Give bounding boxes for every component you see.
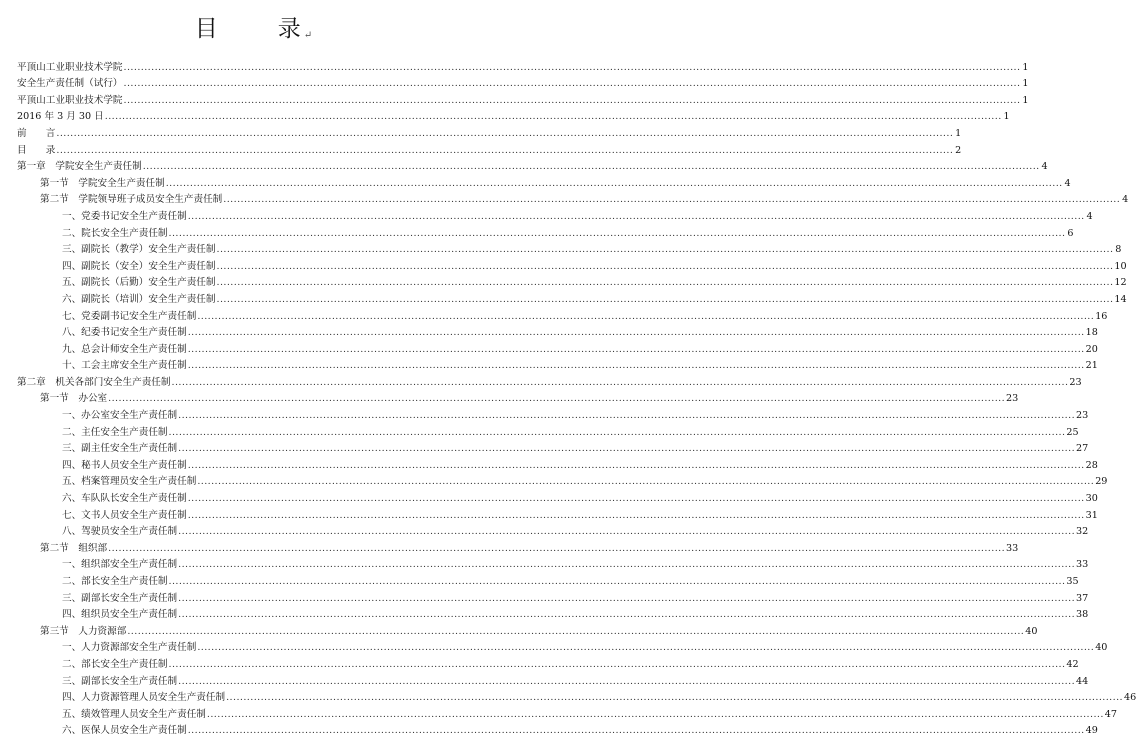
toc-leader-dots: .................................................................................................................................................................................................................................................................... <box>178 410 1076 422</box>
toc-entry-page: 32 <box>1076 526 1089 538</box>
toc-entry-label: 八、纪委书记安全生产责任制 <box>62 327 187 339</box>
toc-entry-page: 4 <box>1086 210 1093 222</box>
toc-leader-dots: .................................................................................................................................................................................................................................................................... <box>123 94 1021 106</box>
toc-leader-dots: .................................................................................................................................................................................................................................................................... <box>197 642 1095 654</box>
toc-entry-page: 38 <box>1076 609 1089 621</box>
toc-entry[interactable] <box>17 355 1098 372</box>
toc-leader-dots: .................................................................................................................................................................................................................................................................... <box>187 459 1085 471</box>
toc-entry-page: 28 <box>1085 459 1098 471</box>
toc-entry-page: 44 <box>1076 675 1089 687</box>
toc-entry-label: 二、院长安全生产责任制 <box>62 227 168 239</box>
toc-leader-dots: .................................................................................................................................................................................................................................................................... <box>178 559 1076 571</box>
toc-leader-dots: .................................................................................................................................................................................................................................................................... <box>178 675 1076 687</box>
toc-leader-dots: .................................................................................................................................................................................................................................................................... <box>104 111 1002 123</box>
toc-entry[interactable] <box>17 670 1089 687</box>
toc-entry-page: 47 <box>1104 708 1118 720</box>
toc-entry-page: 1 <box>1022 78 1029 90</box>
toc-entry[interactable] <box>17 587 1089 604</box>
toc-entry-page: 27 <box>1076 443 1089 455</box>
toc-entry-page: 4 <box>1064 177 1071 189</box>
toc-leader-dots: .................................................................................................................................................................................................................................................................... <box>108 542 1006 554</box>
toc-entry[interactable] <box>17 421 1079 438</box>
toc-entry[interactable] <box>17 371 1082 388</box>
toc-entry-page: 1 <box>955 127 962 139</box>
toc-leader-dots: .................................................................................................................................................................................................................................................................... <box>178 526 1076 538</box>
toc-entry-label: 五、绩效管理人员安全生产责任制 <box>62 708 206 720</box>
toc-entry-label: 安全生产责任制（试行） <box>17 78 123 90</box>
toc-leader-dots: .................................................................................................................................................................................................................................................................... <box>187 493 1085 505</box>
toc-leader-dots: .................................................................................................................................................................................................................................................................... <box>187 360 1085 372</box>
toc-entry-page: 6 <box>1067 227 1074 239</box>
toc-entry-label: 四、副院长（安全）安全生产责任制 <box>62 260 216 272</box>
toc-entry-label: 第三节 人力资源部 <box>40 625 127 637</box>
toc-entry-label: 六、车队队长安全生产责任制 <box>62 493 187 505</box>
table-of-contents <box>17 56 1136 737</box>
toc-entry-label: 六、副院长（培训）安全生产责任制 <box>62 293 216 305</box>
toc-entry-label: 第一章 学院安全生产责任制 <box>17 161 142 173</box>
toc-entry[interactable] <box>17 438 1089 455</box>
toc-entry[interactable] <box>17 570 1079 587</box>
toc-entry-label: 九、总会计师安全生产责任制 <box>62 343 187 355</box>
toc-entry-page: 4 <box>1122 194 1129 206</box>
toc-entry-label: 五、档案管理员安全生产责任制 <box>62 476 197 488</box>
toc-leader-dots: .................................................................................................................................................................................................................................................................... <box>197 310 1095 322</box>
toc-leader-dots: .................................................................................................................................................................................................................................................................... <box>168 227 1066 239</box>
toc-leader-dots: .................................................................................................................................................................................................................................................................... <box>178 592 1076 604</box>
toc-entry[interactable] <box>17 56 1029 73</box>
toc-leader-dots: .................................................................................................................................................................................................................................................................... <box>165 177 1063 189</box>
toc-entry[interactable] <box>17 554 1089 571</box>
toc-entry[interactable] <box>17 637 1108 654</box>
toc-entry-label: 第二节 学院领导班子成员安全生产责任制 <box>40 194 223 206</box>
toc-entry-page: 23 <box>1006 393 1019 405</box>
toc-leader-dots: .................................................................................................................................................................................................................................................................... <box>187 327 1085 339</box>
toc-entry[interactable] <box>17 653 1079 670</box>
toc-entry-page: 8 <box>1115 244 1122 256</box>
toc-entry[interactable] <box>17 73 1029 90</box>
toc-entry-page: 18 <box>1085 327 1098 339</box>
toc-entry-label: 十、工会主席安全生产责任制 <box>62 360 187 372</box>
toc-entry-label: 前 言 <box>17 127 56 139</box>
toc-entry[interactable] <box>17 521 1089 538</box>
toc-entry-label: 三、副部长安全生产责任制 <box>62 675 178 687</box>
toc-entry-label: 第一节 办公室 <box>40 393 108 405</box>
toc-entry-page: 16 <box>1095 310 1108 322</box>
toc-entry-label: 第一节 学院安全生产责任制 <box>40 177 165 189</box>
toc-entry-page: 1 <box>1003 111 1010 123</box>
toc-entry-page: 33 <box>1006 542 1019 554</box>
toc-entry-page: 30 <box>1085 493 1098 505</box>
toc-leader-dots: .................................................................................................................................................................................................................................................................... <box>127 625 1025 637</box>
toc-entry-page: 12 <box>1114 277 1127 289</box>
toc-entry-page: 49 <box>1085 725 1098 737</box>
toc-entry-page: 29 <box>1095 476 1108 488</box>
toc-entry-label: 二、部长安全生产责任制 <box>62 658 168 670</box>
toc-entry[interactable] <box>17 338 1098 355</box>
toc-entry[interactable] <box>17 454 1098 471</box>
toc-leader-dots: .................................................................................................................................................................................................................................................................... <box>123 78 1021 90</box>
toc-entry-label: 2016 年 3 月 30 日 <box>17 111 104 123</box>
toc-leader-dots: .................................................................................................................................................................................................................................................................... <box>206 708 1104 720</box>
toc-entry[interactable] <box>17 156 1048 173</box>
toc-leader-dots: .................................................................................................................................................................................................................................................................... <box>187 210 1085 222</box>
toc-entry-label: 一、人力资源部安全生产责任制 <box>62 642 197 654</box>
toc-leader-dots: .................................................................................................................................................................................................................................................................... <box>168 576 1066 587</box>
toc-entry-page: 25 <box>1066 426 1079 438</box>
toc-entry-page: 35 <box>1066 576 1079 587</box>
toc-leader-dots: .................................................................................................................................................................................................................................................................... <box>216 260 1114 272</box>
toc-entry-label: 目 录 <box>17 144 56 156</box>
toc-entry-label: 七、党委副书记安全生产责任制 <box>62 310 197 322</box>
toc-entry-label: 第二节 组织部 <box>40 542 108 554</box>
toc-entry[interactable] <box>17 322 1098 339</box>
toc-entry[interactable] <box>17 504 1098 521</box>
toc-entry[interactable] <box>17 537 1019 554</box>
toc-entry[interactable] <box>17 255 1127 272</box>
toc-leader-dots: .................................................................................................................................................................................................................................................................... <box>226 692 1123 704</box>
toc-entry-page: 1 <box>1022 61 1029 73</box>
toc-entry[interactable] <box>17 172 1071 189</box>
toc-entry-page: 2 <box>955 144 962 156</box>
toc-entry-label: 二、部长安全生产责任制 <box>62 576 168 587</box>
toc-entry[interactable] <box>17 122 962 139</box>
title-char-2: 录 <box>277 16 303 42</box>
toc-entry-page: 23 <box>1069 376 1082 388</box>
toc-entry-page: 4 <box>1041 161 1048 173</box>
toc-leader-dots: .................................................................................................................................................................................................................................................................... <box>223 194 1121 206</box>
toc-entry-page: 23 <box>1076 410 1089 422</box>
toc-leader-dots: .................................................................................................................................................................................................................................................................... <box>216 277 1114 289</box>
toc-entry[interactable] <box>17 239 1122 256</box>
toc-entry[interactable] <box>17 89 1029 106</box>
toc-entry-page: 21 <box>1085 360 1098 372</box>
toc-entry-label: 八、驾驶员安全生产责任制 <box>62 526 178 538</box>
toc-entry-label: 四、人力资源管理人员安全生产责任制 <box>62 692 226 704</box>
toc-entry[interactable] <box>17 139 962 156</box>
toc-entry-label: 一、组织部安全生产责任制 <box>62 559 178 571</box>
toc-entry[interactable] <box>17 471 1108 488</box>
toc-entry-label: 三、副部长安全生产责任制 <box>62 592 178 604</box>
toc-leader-dots: .................................................................................................................................................................................................................................................................... <box>187 343 1085 355</box>
toc-leader-dots: .................................................................................................................................................................................................................................................................... <box>108 393 1006 405</box>
toc-leader-dots: .................................................................................................................................................................................................................................................................... <box>56 127 954 139</box>
toc-entry[interactable] <box>17 703 1118 720</box>
toc-entry[interactable] <box>17 205 1093 222</box>
toc-entry[interactable] <box>17 189 1129 206</box>
toc-entry-label: 七、文书人员安全生产责任制 <box>62 509 187 521</box>
toc-entry[interactable] <box>17 687 1136 704</box>
toc-leader-dots: .................................................................................................................................................................................................................................................................... <box>56 144 954 156</box>
toc-entry[interactable] <box>17 272 1127 289</box>
toc-entry-label: 五、副院长（后勤）安全生产责任制 <box>62 277 216 289</box>
toc-leader-dots: .................................................................................................................................................................................................................................................................... <box>216 293 1114 305</box>
toc-entry[interactable] <box>17 404 1089 422</box>
toc-entry[interactable] <box>17 604 1089 621</box>
toc-leader-dots: .................................................................................................................................................................................................................................................................... <box>171 376 1069 388</box>
toc-leader-dots: .................................................................................................................................................................................................................................................................... <box>123 61 1021 73</box>
toc-entry-label: 一、党委书记安全生产责任制 <box>62 210 187 222</box>
toc-entry-page: 37 <box>1076 592 1089 604</box>
toc-entry-page: 20 <box>1085 343 1098 355</box>
toc-entry[interactable] <box>17 388 1019 405</box>
toc-entry[interactable] <box>17 620 1038 637</box>
toc-leader-dots: .................................................................................................................................................................................................................................................................... <box>216 244 1114 256</box>
toc-entry-label: 一、办公室安全生产责任制 <box>62 410 178 422</box>
toc-leader-dots: .................................................................................................................................................................................................................................................................... <box>168 426 1066 438</box>
toc-entry-label: 六、医保人员安全生产责任制 <box>62 725 187 737</box>
toc-entry-label: 二、主任安全生产责任制 <box>62 426 168 438</box>
toc-entry-label: 第二章 机关各部门安全生产责任制 <box>17 376 171 388</box>
toc-leader-dots: .................................................................................................................................................................................................................................................................... <box>142 161 1040 173</box>
toc-entry[interactable] <box>17 487 1098 505</box>
toc-entry-label: 三、副院长（教学）安全生产责任制 <box>62 244 216 256</box>
toc-entry[interactable] <box>17 106 1010 123</box>
toc-entry[interactable] <box>17 305 1108 322</box>
document-title <box>0 10 509 43</box>
toc-leader-dots: .................................................................................................................................................................................................................................................................... <box>187 725 1085 737</box>
paragraph-mark-icon: ↵ <box>303 30 315 41</box>
toc-entry-page: 10 <box>1114 260 1127 272</box>
toc-entry-label: 三、副主任安全生产责任制 <box>62 443 178 455</box>
toc-leader-dots: .................................................................................................................................................................................................................................................................... <box>168 658 1066 670</box>
toc-entry-page: 1 <box>1022 94 1029 106</box>
toc-leader-dots: .................................................................................................................................................................................................................................................................... <box>187 509 1085 521</box>
toc-entry-page: 33 <box>1076 559 1089 571</box>
title-char-1: 目 <box>194 16 220 42</box>
toc-entry-label: 平顶山工业职业技术学院 <box>17 94 123 106</box>
toc-leader-dots: .................................................................................................................................................................................................................................................................... <box>178 609 1076 621</box>
toc-leader-dots: .................................................................................................................................................................................................................................................................... <box>178 443 1076 455</box>
toc-entry-page: 14 <box>1114 293 1127 305</box>
toc-entry-page: 31 <box>1085 509 1098 521</box>
toc-entry-page: 46 <box>1123 692 1136 704</box>
toc-entry-label: 四、组织员安全生产责任制 <box>62 609 178 621</box>
toc-entry[interactable] <box>17 288 1127 305</box>
toc-entry-page: 42 <box>1066 658 1079 670</box>
toc-entry-page: 40 <box>1025 625 1038 637</box>
toc-leader-dots: .................................................................................................................................................................................................................................................................... <box>197 476 1095 488</box>
toc-entry-label: 四、秘书人员安全生产责任制 <box>62 459 187 471</box>
toc-entry[interactable] <box>17 222 1074 239</box>
toc-entry-page: 40 <box>1095 642 1108 654</box>
toc-entry-label: 平顶山工业职业技术学院 <box>17 61 123 73</box>
toc-entry[interactable] <box>17 720 1098 737</box>
